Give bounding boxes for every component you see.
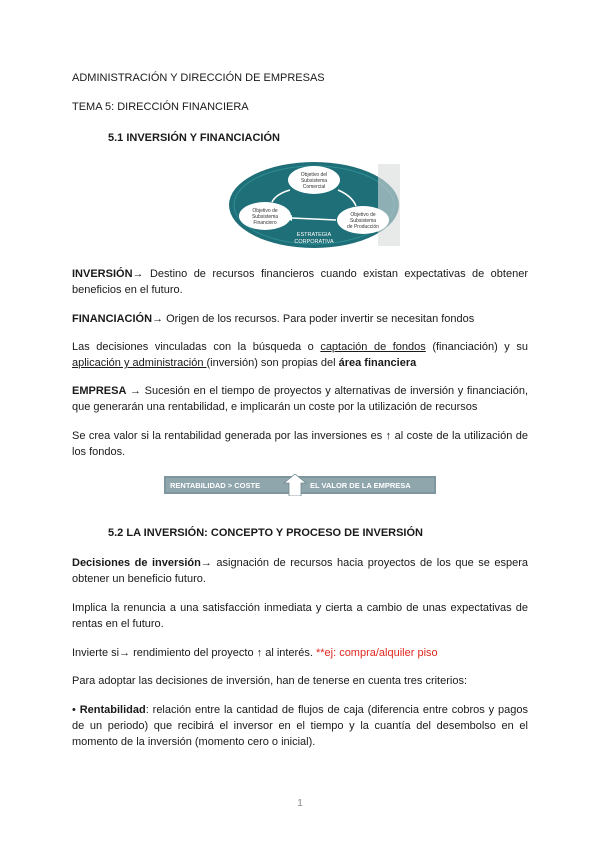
section-5-2-heading: 5.2 LA INVERSIÓN: CONCEPTO Y PROCESO DE INVERSIÓN xyxy=(108,527,423,539)
aplicacion-link: aplicación y administración xyxy=(72,357,207,369)
inversion-term: INVERSIÓN xyxy=(72,268,133,280)
course-title: ADMINISTRACIÓN Y DIRECCIÓN DE EMPRESAS xyxy=(72,72,325,84)
diagram-side-shade xyxy=(378,164,400,246)
diagram-label-right: Objetivo de Subsistema de Producción xyxy=(347,212,379,230)
invierte-example: **ej: compra/alquiler piso xyxy=(315,647,438,659)
page-number: 1 xyxy=(297,798,303,809)
tema-title: TEMA 5: DIRECCIÓN FINANCIERA xyxy=(72,101,249,113)
diagram-label-bottom: ESTRATEGIA CORPORATIVA xyxy=(294,232,334,245)
invierte-text: Invierte si→ rendimiento del proyecto ↑ al interés. xyxy=(72,647,316,659)
decisiones-inversion-term: Decisiones de inversión xyxy=(72,557,201,569)
invierte-paragraph xyxy=(72,645,528,661)
valor-paragraph: Se crea valor si la rentabilidad generada por las inversiones es ↑ al coste de la utilización de los fondos. xyxy=(72,430,528,458)
decisiones-mid: (financiación) y su xyxy=(425,341,528,353)
financiacion-paragraph xyxy=(72,311,528,327)
rentabilidad-paragraph xyxy=(72,702,528,750)
empresa-paragraph xyxy=(72,383,528,415)
arrow-icon: → xyxy=(152,313,164,325)
banner-right-text: EL VALOR DE LA EMPRESA xyxy=(310,481,411,490)
rentabilidad-text: : relación entre la cantidad de flujos de caja (diferencia entre cobros y pagos de un periodo) que recibirá el inversor en el tiempo y la cuantía del desembolso en el momento de la inversión (momento cero o inicial). xyxy=(72,704,528,748)
bullet-icon: • xyxy=(72,704,80,716)
arrow-icon: → xyxy=(132,268,144,280)
renuncia-paragraph: Implica la renuncia a una satisfacción inmediata y cierta a cambio de unas expectativas de rentas en el futuro. xyxy=(72,602,528,630)
strategy-diagram xyxy=(228,160,400,250)
captacion-link: captación de fondos xyxy=(320,341,426,353)
decisiones-pre: Las decisiones vinculadas con la búsqueda o xyxy=(72,341,321,353)
diagram-label-left: Objetivo de Subsistema Financiero xyxy=(251,208,279,226)
diagram-label-top: Objetivo del Subsistema Comercial xyxy=(300,172,328,190)
empresa-text: Sucesión en el tiempo de proyectos y alternativas de inversión y financiación, que generarán una rentabilidad, e implicarán un coste por la utilización de recursos xyxy=(72,385,529,413)
arrow-icon: → xyxy=(126,385,145,397)
decisiones-inversion-paragraph xyxy=(72,555,528,587)
decisiones-inversion-text: → asignación de recursos hacia proyectos de los que se espera obtener un beneficio futuro. xyxy=(72,557,528,585)
banner-left-text: RENTABILIDAD > COSTE xyxy=(170,481,261,490)
financiacion-term: FINANCIACIÓN xyxy=(72,313,153,325)
criterios-paragraph: Para adoptar las decisiones de inversión, han de tenerse en cuenta tres criterios: xyxy=(72,675,468,687)
rentabilidad-term: Rentabilidad xyxy=(79,704,146,716)
rentabilidad-banner xyxy=(164,474,436,496)
inversion-text: Destino de recursos financieros cuando existan expectativas de obtener beneficios en el futuro. xyxy=(72,268,528,296)
inversion-paragraph xyxy=(72,266,528,298)
section-5-1-heading: 5.1 INVERSIÓN Y FINANCIACIÓN xyxy=(108,132,280,144)
decisiones-post: (inversión) son propias del xyxy=(206,357,339,369)
financiacion-text: Origen de los recursos. Para poder invertir se necesitan fondos xyxy=(163,313,475,325)
area-financiera: área financiera xyxy=(338,357,417,369)
decisiones-paragraph xyxy=(72,339,528,371)
empresa-term: EMPRESA xyxy=(72,385,127,397)
